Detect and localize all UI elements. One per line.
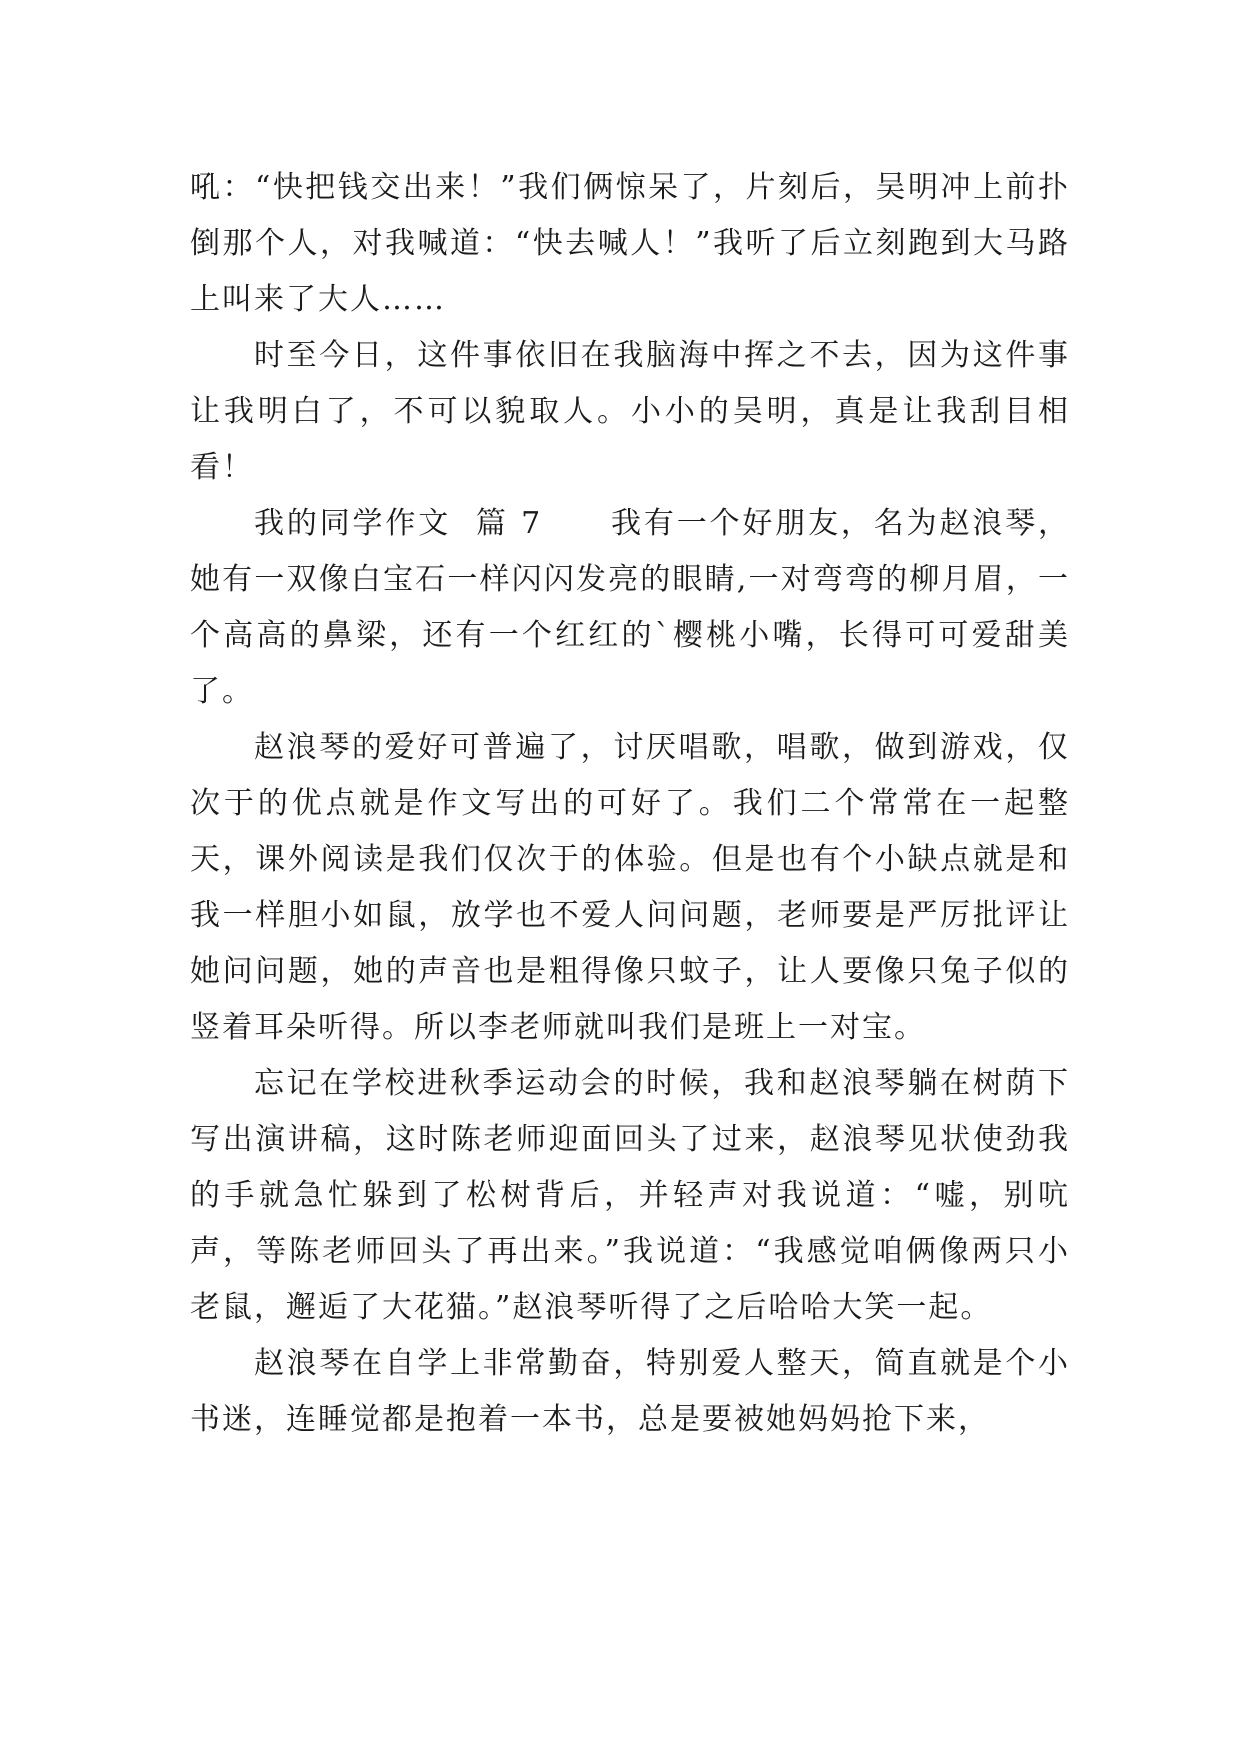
paragraph-text: 吼：“快把钱交出来！”我们俩惊呆了，片刻后，吴明冲上前扑倒那个人，对我喊道：“快去喊人！”我听了后立刻跑到大马路上叫来了大人…… (190, 170, 1070, 317)
paragraph-3 (190, 496, 1070, 720)
essay-heading: 我的同学作文 篇 7 (254, 506, 543, 541)
paragraph-1 (190, 160, 1070, 328)
paragraph-5 (190, 1056, 1070, 1336)
paragraph-6 (190, 1336, 1070, 1448)
paragraph-4 (190, 720, 1070, 1056)
paragraph-text: 忘记在学校进秋季运动会的时候，我和赵浪琴躺在树荫下写出演讲稿，这时陈老师迎面回头了过来，赵浪琴见状使劲我的手就急忙躲到了松树背后，并轻声对我说道：“嘘，别吭声，等陈老师回头了再出来。”我说道：“我感觉咱俩像两只小老鼠，邂逅了大花猫。”赵浪琴听得了之后哈哈大笑一起。 (190, 1066, 1070, 1325)
paragraph-text: 赵浪琴的爱好可普遍了，讨厌唱歌，唱歌，做到游戏，仅次于的优点就是作文写出的可好了。我们二个常常在一起整天，课外阅读是我们仅次于的体验。但是也有个小缺点就是和我一样胆小如鼠，放学也不爱人问问题，老师要是严厉批评让她问问题，她的声音也是粗得像只蚊子，让人要像只兔子似的竖着耳朵听得。所以李老师就叫我们是班上一对宝。 (190, 730, 1070, 1045)
paragraph-text: 时至今日，这件事依旧在我脑海中挥之不去，因为这件事让我明白了，不可以貌取人。小小的吴明，真是让我刮目相看！ (190, 338, 1070, 485)
paragraph-text: 赵浪琴在自学上非常勤奋，特别爱人整天，简直就是个小书迷，连睡觉都是抱着一本书，总是要被她妈妈抢下来， (190, 1346, 1070, 1437)
document-body (190, 160, 1070, 1448)
paragraph-text: 我有一个好朋友，名为赵浪琴，她有一双像白宝石一样闪闪发亮的眼睛,一对弯弯的柳月眉，一个高高的鼻梁，还有一个红红的`樱桃小嘴，长得可可爱甜美了。 (190, 506, 1070, 709)
paragraph-2 (190, 328, 1070, 496)
